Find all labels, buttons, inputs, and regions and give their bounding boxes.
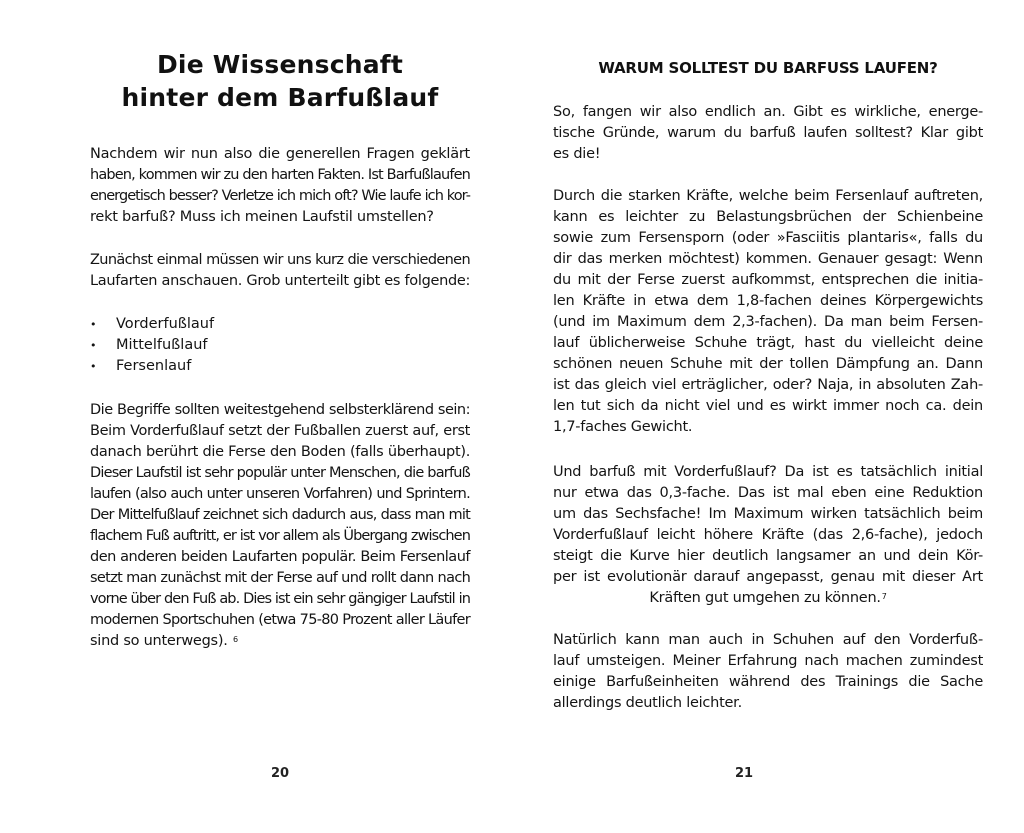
text-line: Laufarten anschauen. Grob unterteilt gibt es folgende: (90, 273, 471, 289)
text-line: ist das gleich viel erträglicher, oder? Naja, in absoluten Zah- (553, 377, 983, 393)
text-line: steigt die Kurve hier deutlich langsamer an und dein Kör- (553, 548, 983, 564)
footnote-marker[interactable]: 7 (881, 592, 887, 601)
page-number: 21 (734, 766, 754, 781)
list-item (90, 356, 470, 377)
text-line: es die! (553, 146, 601, 162)
bullet-icon: • (90, 360, 97, 373)
chapter-title (90, 48, 470, 114)
running-types-paragraph (90, 250, 470, 292)
running-types-list (90, 314, 470, 377)
text-line: len tut sich da nicht viel und es wirkt immer noch ca. dein (553, 398, 983, 414)
text-line: Zunächst einmal müssen wir uns kurz die verschiedenen (90, 252, 470, 268)
text-line: Der Mittelfußlauf zeichnet sich dadurch aus, dass man mit (90, 507, 470, 523)
text-line: du mit der Ferse zuerst aufkommst, entsprechen die initia- (553, 272, 983, 288)
text-line: danach berührt die Ferse den Boden (falls überhaupt). (90, 444, 470, 460)
footnote-marker[interactable]: 6 (232, 635, 238, 644)
text-line: um das Sechsfache! Im Maximum wirken tatsächlich beim (553, 506, 983, 522)
chapter-title-line-1: Die Wissenschaft (156, 50, 404, 79)
text-line: 1,7-faches Gewicht. (553, 419, 693, 435)
text-line: allerdings deutlich leichter. (553, 695, 742, 711)
text-line: lauf umsteigen. Meiner Erfahrung nach machen zumindest (553, 653, 983, 669)
text-line: den anderen beiden Laufarten populär. Beim Fersenlauf (90, 549, 470, 565)
text-line: Beim Vorderfußlauf setzt der Fußballen zuerst auf, erst (90, 423, 470, 439)
text-line: tische Gründe, warum du barfuß laufen solltest? Klar gibt (553, 125, 983, 141)
text-line: (und im Maximum dem 2,3-fachen). Da man beim Fersen- (553, 314, 983, 330)
text-line: Dieser Laufstil ist sehr populär unter Menschen, die barfuß (90, 465, 470, 481)
list-item-label: Fersenlauf (116, 358, 192, 374)
text-line: setzt man zunächst mit der Ferse auf und rollt dann nach (90, 570, 471, 586)
bullet-icon: • (90, 318, 97, 331)
text-line: schönen neuen Schuhe mit der tollen Dämpfung an. Dann (553, 356, 983, 372)
intro-paragraph (90, 144, 470, 228)
text-line: energetisch besser? Verletze ich mich oft? Wie laufe ich kor- (90, 188, 470, 204)
text-line (90, 631, 470, 652)
text-line: len Kräfte in etwa dem 1,8-fachen deines Körpergewichts (553, 293, 983, 309)
bullet-icon: • (90, 339, 97, 352)
text-line: So, fangen wir also endlich an. Gibt es wirkliche, energe- (553, 104, 983, 120)
text-line: rekt barfuß? Muss ich meinen Laufstil umstellen? (90, 209, 434, 225)
text-line: Vorderfußlauf leicht höhere Kräfte (das 2,6-fache), jedoch (553, 527, 983, 543)
list-item-label: Vorderfußlauf (116, 316, 215, 332)
text-line: Und barfuß mit Vorderfußlauf? Da ist es tatsächlich initial (553, 464, 983, 480)
text-line: Nachdem wir nun also die generellen Fragen geklärt (90, 146, 470, 162)
text-line: lauf üblicherweise Schuhe trägt, hast du vielleicht deine (553, 335, 983, 351)
text-line-content: sind so unterwegs). (90, 633, 228, 649)
text-line: Natürlich kann man auch in Schuhen auf den Vorderfuß- (553, 632, 983, 648)
text-line (553, 588, 983, 609)
forefoot-paragraph (553, 462, 983, 609)
text-line: einige Barfußeinheiten während des Trainings die Sache (553, 674, 983, 690)
text-line: flachem Fuß auftritt, er ist vor allem als Übergang zwischen (90, 528, 470, 544)
text-line: laufen (also auch unter unseren Vorfahren) und Sprintern. (90, 486, 470, 502)
definitions-paragraph (90, 400, 470, 652)
text-line-content: Kräften gut umgehen zu können. (649, 590, 881, 606)
closing-paragraph (553, 630, 983, 714)
list-item (90, 335, 470, 356)
right-page (512, 0, 1024, 833)
text-line: vorne über den Fuß ab. Dies ist ein sehr gängiger Laufstil in (90, 591, 470, 607)
text-line: nur etwa das 0,3-fache. Das ist mal eben eine Reduktion (553, 485, 983, 501)
text-line: dir das merken möchtest) kommen. Genauer gesagt: Wenn (553, 251, 983, 267)
list-item (90, 314, 470, 335)
text-line: kann es leichter zu Belastungsbrüchen der Schienbeine (553, 209, 983, 225)
text-line: per ist evolutionär darauf angepasst, genau mit dieser Art (553, 569, 983, 585)
text-line: haben, kommen wir zu den harten Fakten. Ist Barfußlaufen (90, 167, 470, 183)
page-number: 20 (270, 766, 290, 781)
heel-strike-paragraph (553, 186, 983, 438)
text-line: modernen Sportschuhen (etwa 75-80 Prozent aller Läufer (90, 612, 470, 628)
list-item-label: Mittelfußlauf (116, 337, 208, 353)
text-line: Die Begriffe sollten weitestgehend selbsterklärend sein: (90, 402, 470, 418)
text-line: sowie zum Fersensporn (oder »Fasciitis plantaris«, falls du (553, 230, 983, 246)
section-title: WARUM SOLLTEST DU BARFUSS LAUFEN? (598, 59, 938, 77)
text-line: Durch die starken Kräfte, welche beim Fersenlauf auftreten, (553, 188, 983, 204)
opening-paragraph (553, 102, 983, 165)
chapter-title-line-2: hinter dem Barfußlauf (121, 83, 439, 112)
